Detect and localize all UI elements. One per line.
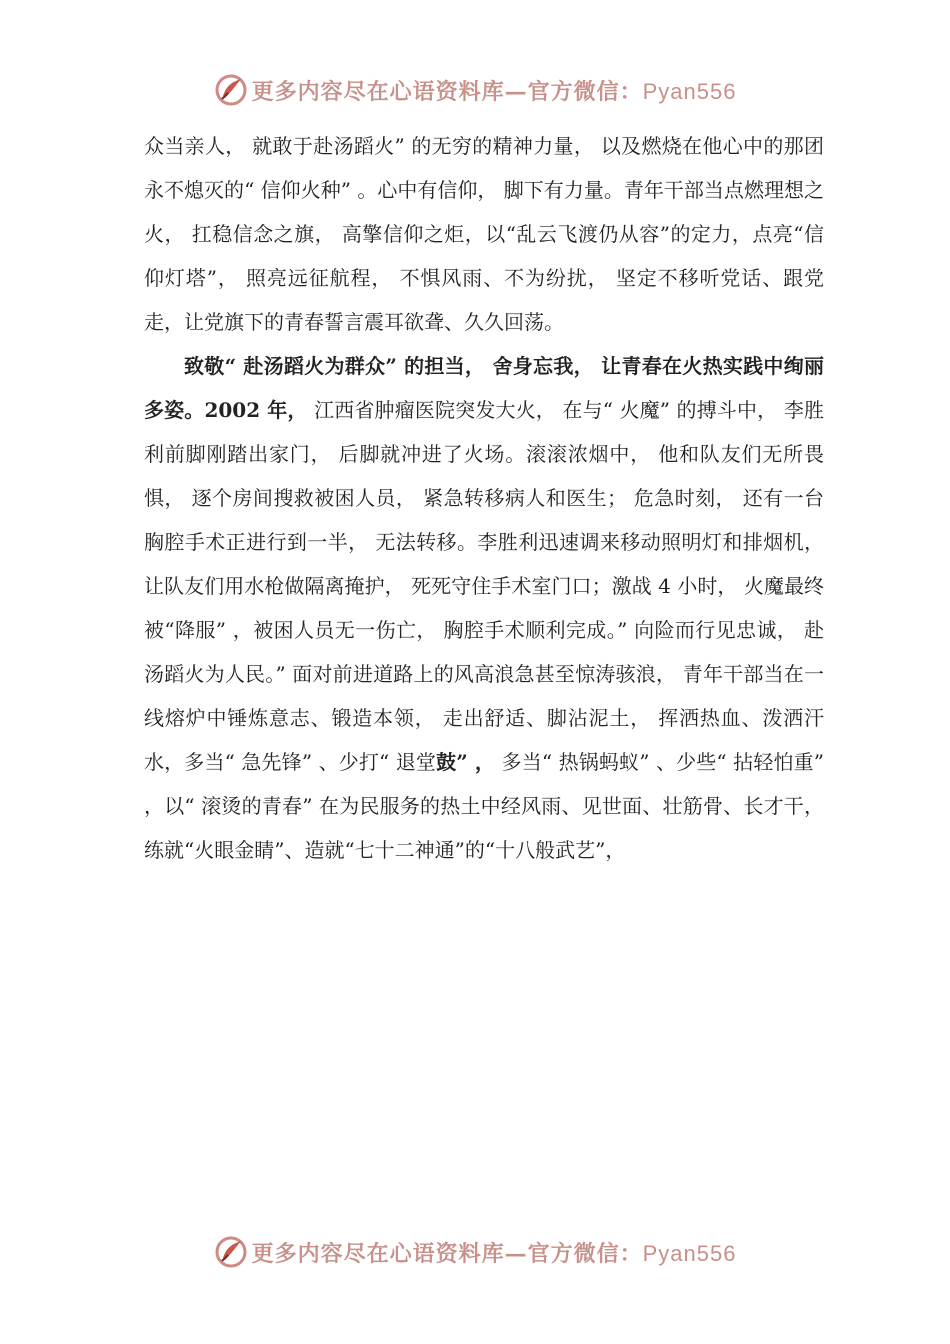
footer-watermark-banner [0, 1232, 950, 1272]
header-watermark-banner [0, 70, 950, 110]
logo-icon [214, 1235, 248, 1269]
banner-label: 更多内容尽在心语资料库—官方微信： [251, 78, 643, 105]
wechat-id: Pyan556 [642, 1240, 737, 1266]
banner-text [252, 1237, 737, 1268]
paragraph-2-tail: 多当“ 热锅蚂蚁” 、少些“ 拈轻怕重” ，以“ 滚烫的青春” 在为民服务的热土中经风雨、见世面、壮筋骨、长才干， 练就“火眼金睛”、造就“七十二神通”的“十八般武艺”， [144, 750, 825, 862]
banner-text [252, 75, 737, 106]
wechat-id: Pyan556 [642, 78, 737, 104]
paragraph-2-lead-bold: 致敬“ 赴汤蹈火为群众” 的担当， 舍身忘我， 让青春在火热实践中绚丽多姿。2002 年， [144, 354, 824, 422]
logo-icon [214, 73, 248, 107]
paragraph-2-bold-fragment: 鼓” ， [436, 750, 496, 774]
document-body [144, 124, 824, 872]
banner-label: 更多内容尽在心语资料库—官方微信： [251, 1240, 643, 1267]
paragraph-2-body: 江西省肿瘤医院突发大火， 在与“ 火魔” 的搏斗中， 李胜利前脚刚踏出家门， 后脚就冲进了火场。滚滚浓烟中， 他和队友们无所畏惧， 逐个房间搜救被困人员， 紧急转移病人和医生； 危急时刻， 还有一台胸腔手术正进行到一半， 无法转移。李胜利迅速调来移动照明灯和排烟机， 让队友们用水枪做隔离掩护， 死死守住手术室门口；激战 4 小时， 火魔最终被“降服” ，被困人员无一伤亡， 胸腔手术顺利完成。” 向险而行见忠诚， 赴汤蹈火为人民。” 面对前进道路上的风高浪急甚至惊涛骇浪， 青年干部当在一线熔炉中锤炼意志、锻造本领， 走出舒适、脚沾泥土， 挥洒热血、泼洒汗水，多当“ 急先锋” 、少打“ 退堂 [144, 398, 824, 774]
paragraph-1: 众当亲人， 就敢于赴汤蹈火” 的无穷的精神力量， 以及燃烧在他心中的那团永不熄灭的“ 信仰火种” 。心中有信仰， 脚下有力量。青年干部当点燃理想之火， 扛稳信念之旗， 高擎信仰之炬，以“乱云飞渡仍从容”的定力，点亮“信仰灯塔”， 照亮远征航程， 不惧风雨、不为纷扰， 坚定不移听党话、跟党走，让党旗下的青春誓言震耳欲聋、久久回荡。 [144, 134, 824, 334]
paragraph-2 [144, 344, 824, 872]
